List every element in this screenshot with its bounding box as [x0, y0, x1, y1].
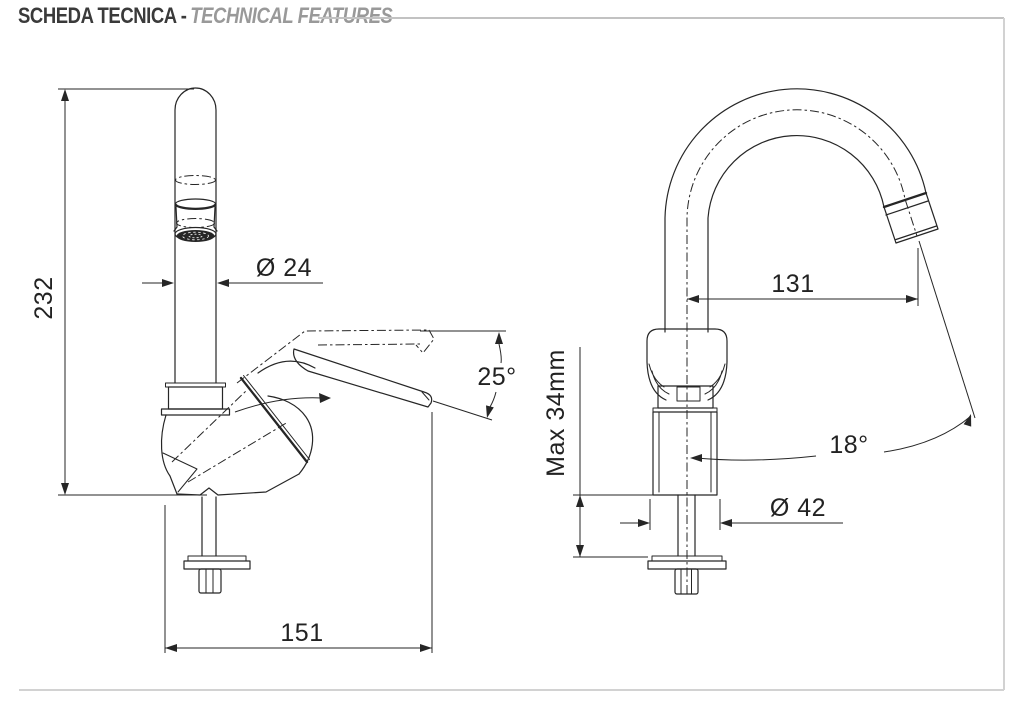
dim-131-arrow-right	[906, 295, 918, 303]
body-seam	[241, 378, 307, 462]
dim-spout-reach-value: 131	[771, 270, 815, 298]
cartridge-notch	[677, 387, 700, 401]
dim-max-mounting-thickness	[542, 347, 653, 557]
body-cylinder	[653, 412, 717, 495]
lever-phantom-outline	[237, 330, 434, 383]
washer	[184, 561, 250, 569]
dim-151-arrow-left	[165, 644, 177, 652]
washer-top	[188, 556, 246, 561]
dim-spout-tip-angle	[690, 241, 975, 462]
faucet-body-front	[653, 412, 717, 495]
dim-24-arrow-right	[217, 279, 229, 287]
side-view	[30, 88, 517, 653]
collar-base-ring	[162, 409, 230, 415]
handle-lever-side	[294, 349, 432, 407]
threaded-rod	[202, 497, 216, 556]
handle-motion-arrow	[235, 393, 331, 412]
motion-arrowhead	[319, 393, 331, 403]
aerator	[174, 176, 217, 243]
dim-24-extension-on-tube	[175, 252, 216, 310]
motion-arc	[235, 398, 322, 412]
aerator-hidden-edge	[176, 176, 216, 185]
dim-232-arrow-bottom	[61, 483, 69, 495]
dim-spout-diameter-value: Ø 24	[255, 254, 313, 282]
gooseneck-inner-edge	[708, 136, 884, 332]
dim-151-lines	[165, 412, 432, 653]
dim-232-arrow-top	[61, 89, 69, 101]
dim-spout-reach	[687, 248, 918, 306]
body-cylinder-edges	[659, 412, 711, 492]
dim-18-leader	[919, 241, 975, 418]
dim-25-arrow-top	[495, 332, 503, 344]
dim-handle-angle-value: 25°	[477, 363, 517, 391]
front-view	[542, 89, 975, 594]
dim-151-arrow-right	[420, 644, 432, 652]
dim-spout-tip-angle-value: 18°	[829, 431, 869, 459]
collar-band	[169, 387, 223, 409]
dim-max-mounting-thickness-value: Max 34mm	[542, 349, 570, 477]
mounting-hardware-side	[184, 497, 250, 593]
fixing-nut	[199, 569, 221, 593]
lever	[294, 349, 432, 407]
title-secondary: TECHNICAL FEATURES	[190, 3, 393, 28]
dim-34-arrow-up	[576, 495, 584, 507]
dim-232-lines	[58, 89, 207, 495]
dim-18-arrow-right	[964, 414, 972, 427]
dim-spout-diameter	[142, 252, 323, 310]
aerator-hidden-mid	[177, 219, 215, 228]
dim-24-arrow-left	[162, 279, 174, 287]
handle-lever-phantom	[237, 330, 434, 383]
aerator-rim-front	[176, 205, 215, 209]
body-seam-2	[244, 376, 310, 460]
dim-overall-depth	[165, 412, 432, 653]
dim-18-arrow-left	[690, 454, 702, 462]
dim-42-arrow-right	[720, 519, 732, 527]
dim-body-diameter	[620, 494, 843, 530]
dim-25-arrow-bottom	[486, 405, 494, 418]
dim-overall-height-value: 232	[30, 276, 58, 320]
spout-collar	[162, 383, 230, 415]
page-frame	[19, 18, 1004, 690]
dim-131-arrow-left	[687, 295, 699, 303]
dim-overall-height	[30, 89, 207, 495]
dim-handle-angle	[420, 331, 517, 420]
dim-42-arrow-left	[638, 519, 650, 527]
spout-tip-joint	[884, 193, 926, 207]
cartridge-dome	[258, 361, 315, 373]
nut-facets-front	[681, 569, 692, 594]
title-primary: SCHEDA TECNICA -	[18, 3, 187, 28]
dim-body-diameter-value: Ø 42	[769, 494, 827, 522]
dim-overall-depth-value: 151	[280, 619, 324, 647]
dim-34-arrow-down	[576, 545, 584, 557]
nut-facets	[206, 569, 213, 593]
body-hidden-lines	[172, 390, 288, 482]
faucet-body-side	[161, 361, 315, 495]
collar-front-band	[658, 386, 713, 408]
body-left-edge	[161, 415, 177, 494]
